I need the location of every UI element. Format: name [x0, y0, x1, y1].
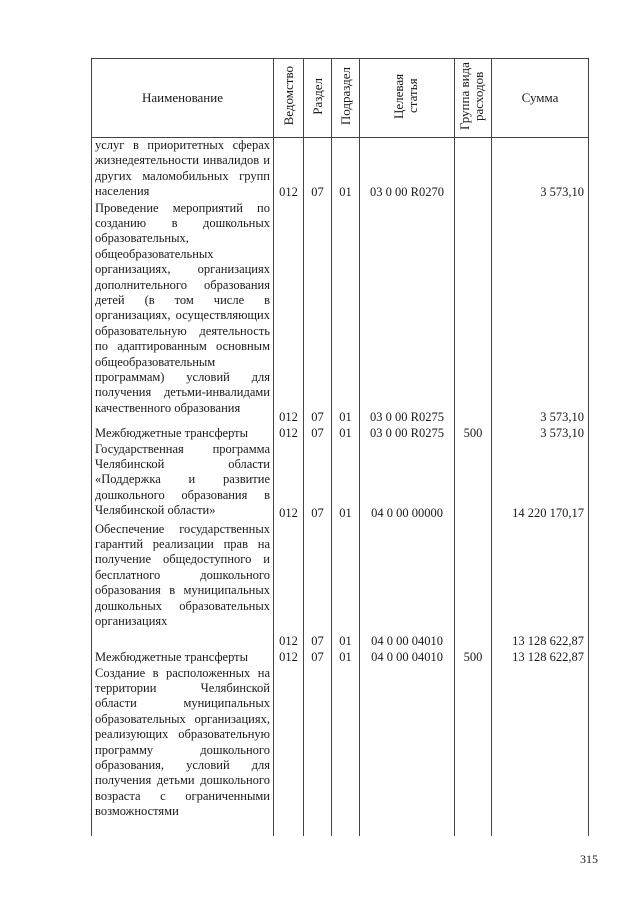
row-podrazdel: 01 — [332, 138, 360, 201]
budget-table — [91, 58, 589, 836]
row-summa: 14 220 170,17 — [492, 442, 589, 522]
row-podrazdel: 01 — [332, 522, 360, 650]
row-vedomstvo: 012 — [274, 426, 304, 442]
header-celevaya: Целевая статья — [360, 59, 455, 138]
row-razdel: 07 — [304, 522, 332, 650]
header-razdel: Раздел — [304, 59, 332, 138]
row-gruppa — [455, 522, 492, 650]
row-name: услуг в приоритетных сферах жизнедеятельности инвалидов и других маломобильных групп населения — [92, 138, 274, 201]
row-celevaya: 04 0 00 04010 — [360, 522, 455, 650]
row-razdel: 07 — [304, 442, 332, 522]
row-name: Проведение мероприятий по созданию в дошкольных образовательных, общеобразовательных организациях, организациях дополнительного образования детей (в том числе в организациях, осуществляющих образовательную деятельность по адаптированным основным общеобразовательным программам) условий для получения детьми-инвалидами качественного образования — [92, 201, 274, 426]
row-summa: 3 573,10 — [492, 201, 589, 426]
table-row — [92, 201, 589, 426]
header-vedomstvo: Ведомство — [274, 59, 304, 138]
row-summa: 13 128 622,87 — [492, 650, 589, 666]
row-podrazdel: 01 — [332, 201, 360, 426]
table-row — [92, 666, 589, 836]
table-row — [92, 138, 589, 201]
row-podrazdel: 01 — [332, 426, 360, 442]
row-vedomstvo: 012 — [274, 442, 304, 522]
row-gruppa: 500 — [455, 650, 492, 666]
row-vedomstvo — [274, 666, 304, 836]
header-gruppa: Группа вида расходов — [455, 59, 492, 138]
header-podrazdel: Подраздел — [332, 59, 360, 138]
row-name: Создание в расположенных на территории Челябинской области муниципальных образовательных организациях, реализующих образовательную программу дошкольного образования, условий для получения детьми дошкольного возраста с ограниченными возможностями — [92, 666, 274, 836]
row-name: Межбюджетные трансферты — [92, 426, 274, 442]
row-gruppa: 500 — [455, 426, 492, 442]
row-name: Обеспечение государственных гарантий реализации прав на получение общедоступного и бесплатного дошкольного образования в муниципальных дошкольных образовательных организациях — [92, 522, 274, 650]
page-number: 315 — [580, 852, 598, 866]
table-header-row — [92, 59, 589, 138]
row-razdel: 07 — [304, 201, 332, 426]
row-razdel: 07 — [304, 138, 332, 201]
row-razdel: 07 — [304, 426, 332, 442]
table-row — [92, 426, 589, 442]
row-name: Государственная программа Челябинской области «Поддержка и развитие дошкольного образования в Челябинской области» — [92, 442, 274, 522]
row-gruppa — [455, 138, 492, 201]
header-name: Наименование — [92, 59, 274, 138]
row-gruppa — [455, 442, 492, 522]
row-razdel — [304, 666, 332, 836]
row-podrazdel: 01 — [332, 442, 360, 522]
row-summa: 3 573,10 — [492, 426, 589, 442]
row-celevaya: 04 0 00 04010 — [360, 650, 455, 666]
row-vedomstvo: 012 — [274, 522, 304, 650]
row-celevaya — [360, 666, 455, 836]
row-celevaya: 03 0 00 R0275 — [360, 426, 455, 442]
row-podrazdel — [332, 666, 360, 836]
row-name: Межбюджетные трансферты — [92, 650, 274, 666]
table-row — [92, 522, 589, 650]
row-vedomstvo: 012 — [274, 650, 304, 666]
row-razdel: 07 — [304, 650, 332, 666]
row-gruppa — [455, 201, 492, 426]
row-gruppa — [455, 666, 492, 836]
header-summa: Сумма — [492, 59, 589, 138]
row-celevaya: 03 0 00 R0275 — [360, 201, 455, 426]
row-summa — [492, 666, 589, 836]
row-celevaya: 04 0 00 00000 — [360, 442, 455, 522]
row-podrazdel: 01 — [332, 650, 360, 666]
table-row — [92, 442, 589, 522]
row-celevaya: 03 0 00 R0270 — [360, 138, 455, 201]
row-vedomstvo: 012 — [274, 201, 304, 426]
row-summa: 13 128 622,87 — [492, 522, 589, 650]
row-summa: 3 573,10 — [492, 138, 589, 201]
table-row — [92, 650, 589, 666]
row-vedomstvo: 012 — [274, 138, 304, 201]
